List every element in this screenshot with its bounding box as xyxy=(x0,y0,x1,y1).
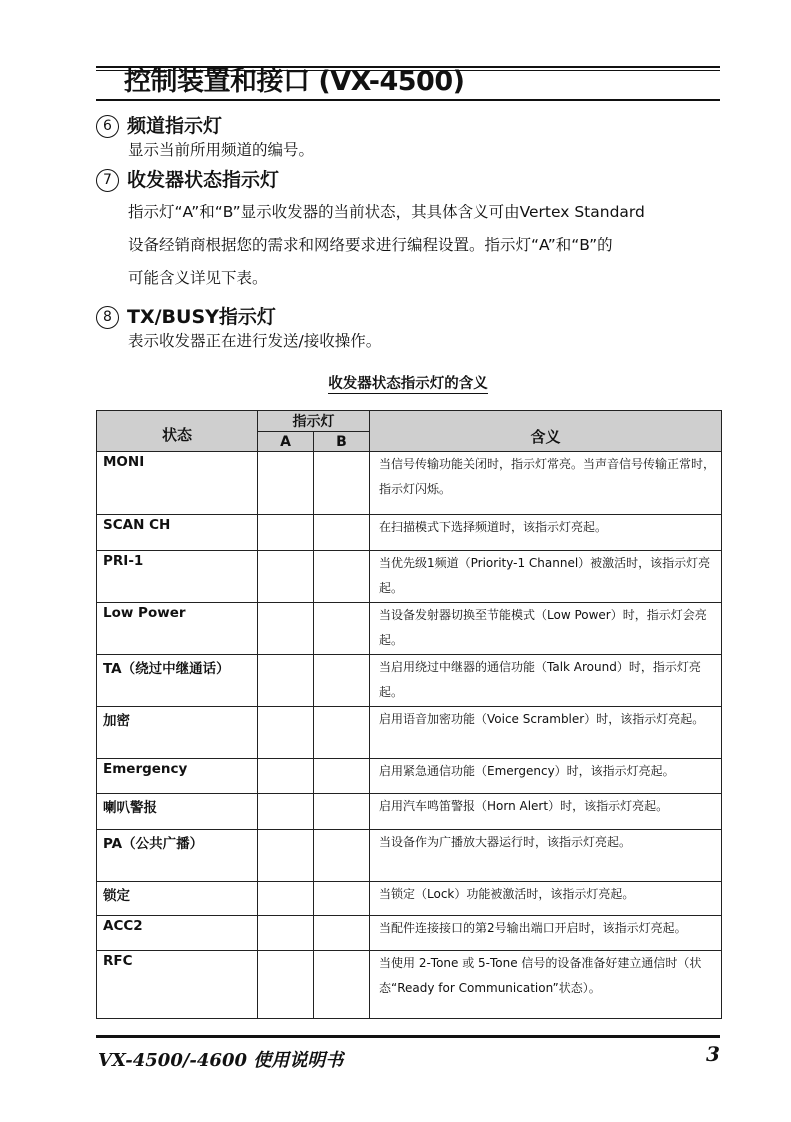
table-row xyxy=(97,707,722,759)
section-title: TX/BUSY指示灯 xyxy=(127,306,276,328)
table-row xyxy=(97,655,722,707)
header-meaning: 含义 xyxy=(370,411,722,452)
table-row xyxy=(97,916,722,951)
page-number: 3 xyxy=(706,1042,720,1066)
table-row xyxy=(97,603,722,655)
indicator-a-cell xyxy=(258,794,314,830)
meaning-cell: 当设备作为广播放大器运行时，该指示灯亮起。 xyxy=(370,830,722,882)
indicator-b-cell xyxy=(314,515,370,551)
footer-rule xyxy=(96,1035,720,1038)
state-cell: TA（绕过中继通话） xyxy=(97,655,258,707)
indicator-b-cell xyxy=(314,655,370,707)
state-cell: MONI xyxy=(97,452,258,515)
indicator-a-cell xyxy=(258,515,314,551)
meaning-cell: 启用汽车鸣笛警报（Horn Alert）时，该指示灯亮起。 xyxy=(370,794,722,830)
indicator-b-cell xyxy=(314,551,370,603)
indicator-a-cell xyxy=(258,951,314,1019)
section-number: 7 xyxy=(96,169,119,192)
table-row xyxy=(97,951,722,1019)
header-state: 状态 xyxy=(97,411,258,452)
indicator-a-cell xyxy=(258,551,314,603)
indicator-b-cell xyxy=(314,916,370,951)
section-title: 频道指示灯 xyxy=(127,115,223,137)
meaning-cell: 启用语音加密功能（Voice Scrambler）时，该指示灯亮起。 xyxy=(370,707,722,759)
indicator-b-cell xyxy=(314,707,370,759)
state-cell: 加密 xyxy=(97,707,258,759)
header-b: B xyxy=(314,432,370,452)
state-cell: 喇叭警报 xyxy=(97,794,258,830)
table-row xyxy=(97,551,722,603)
table-caption: 收发器状态指示灯的含义 xyxy=(328,376,488,392)
state-cell: SCAN CH xyxy=(97,515,258,551)
indicator-b-cell xyxy=(314,830,370,882)
indicator-a-cell xyxy=(258,759,314,794)
page-title: 控制装置和接口 (VX-4500) xyxy=(124,66,465,97)
indicator-a-cell xyxy=(258,452,314,515)
table-row xyxy=(97,882,722,916)
indicator-b-cell xyxy=(314,759,370,794)
paragraph-line: 可能含义详见下表。 xyxy=(128,269,268,287)
table-row xyxy=(97,759,722,794)
table-row xyxy=(97,515,722,551)
section-text: 表示收发器正在进行发送/接收操作。 xyxy=(128,332,382,350)
paragraph-line: 指示灯“A”和“B”显示收发器的当前状态，其具体含义可由Vertex Standard xyxy=(128,203,645,221)
status-table xyxy=(96,410,722,1019)
table-row xyxy=(97,830,722,882)
footer-manual-title: VX-4500/-4600 使用说明书 xyxy=(98,1050,344,1071)
meaning-cell: 当使用 2-Tone 或 5-Tone 信号的设备准备好建立通信时（状态“Ready for Communication”状态）。 xyxy=(370,951,722,1019)
state-cell: Low Power xyxy=(97,603,258,655)
meaning-cell: 当信号传输功能关闭时，指示灯常亮。当声音信号传输正常时，指示灯闪烁。 xyxy=(370,452,722,515)
meaning-cell: 当锁定（Lock）功能被激活时，该指示灯亮起。 xyxy=(370,882,722,916)
state-cell: 锁定 xyxy=(97,882,258,916)
section-title: 收发器状态指示灯 xyxy=(127,169,280,191)
indicator-b-cell xyxy=(314,794,370,830)
section-paragraph xyxy=(128,196,723,295)
state-cell: PRI-1 xyxy=(97,551,258,603)
indicator-a-cell xyxy=(258,655,314,707)
meaning-cell: 当设备发射器切换至节能模式（Low Power）时，指示灯会亮起。 xyxy=(370,603,722,655)
indicator-a-cell xyxy=(258,707,314,759)
indicator-b-cell xyxy=(314,603,370,655)
state-cell: RFC xyxy=(97,951,258,1019)
section-status-indicator xyxy=(96,167,279,193)
indicator-a-cell xyxy=(258,603,314,655)
meaning-cell: 当配件连接接口的第2号输出端口开启时，该指示灯亮起。 xyxy=(370,916,722,951)
indicator-b-cell xyxy=(314,882,370,916)
header-a: A xyxy=(258,432,314,452)
meaning-cell: 当优先级1频道（Priority-1 Channel）被激活时，该指示灯亮起。 xyxy=(370,551,722,603)
section-number: 6 xyxy=(96,115,119,138)
table-row xyxy=(97,794,722,830)
indicator-a-cell xyxy=(258,882,314,916)
state-cell: PA（公共广播） xyxy=(97,830,258,882)
indicator-b-cell xyxy=(314,951,370,1019)
meaning-cell: 当启用绕过中继器的通信功能（Talk Around）时，指示灯亮起。 xyxy=(370,655,722,707)
header-indicator: 指示灯 xyxy=(258,411,370,432)
header-rule-bottom xyxy=(96,99,720,101)
meaning-cell: 在扫描模式下选择频道时，该指示灯亮起。 xyxy=(370,515,722,551)
meaning-cell: 启用紧急通信功能（Emergency）时，该指示灯亮起。 xyxy=(370,759,722,794)
section-number: 8 xyxy=(96,306,119,329)
indicator-a-cell xyxy=(258,830,314,882)
indicator-a-cell xyxy=(258,916,314,951)
state-cell: ACC2 xyxy=(97,916,258,951)
paragraph-line: 设备经销商根据您的需求和网络要求进行编程设置。指示灯“A”和“B”的 xyxy=(128,236,613,254)
indicator-b-cell xyxy=(314,452,370,515)
state-cell: Emergency xyxy=(97,759,258,794)
section-txbusy-indicator xyxy=(96,304,381,352)
table-row xyxy=(97,452,722,515)
section-text: 显示当前所用频道的编号。 xyxy=(128,141,315,159)
section-channel-indicator xyxy=(96,113,314,161)
